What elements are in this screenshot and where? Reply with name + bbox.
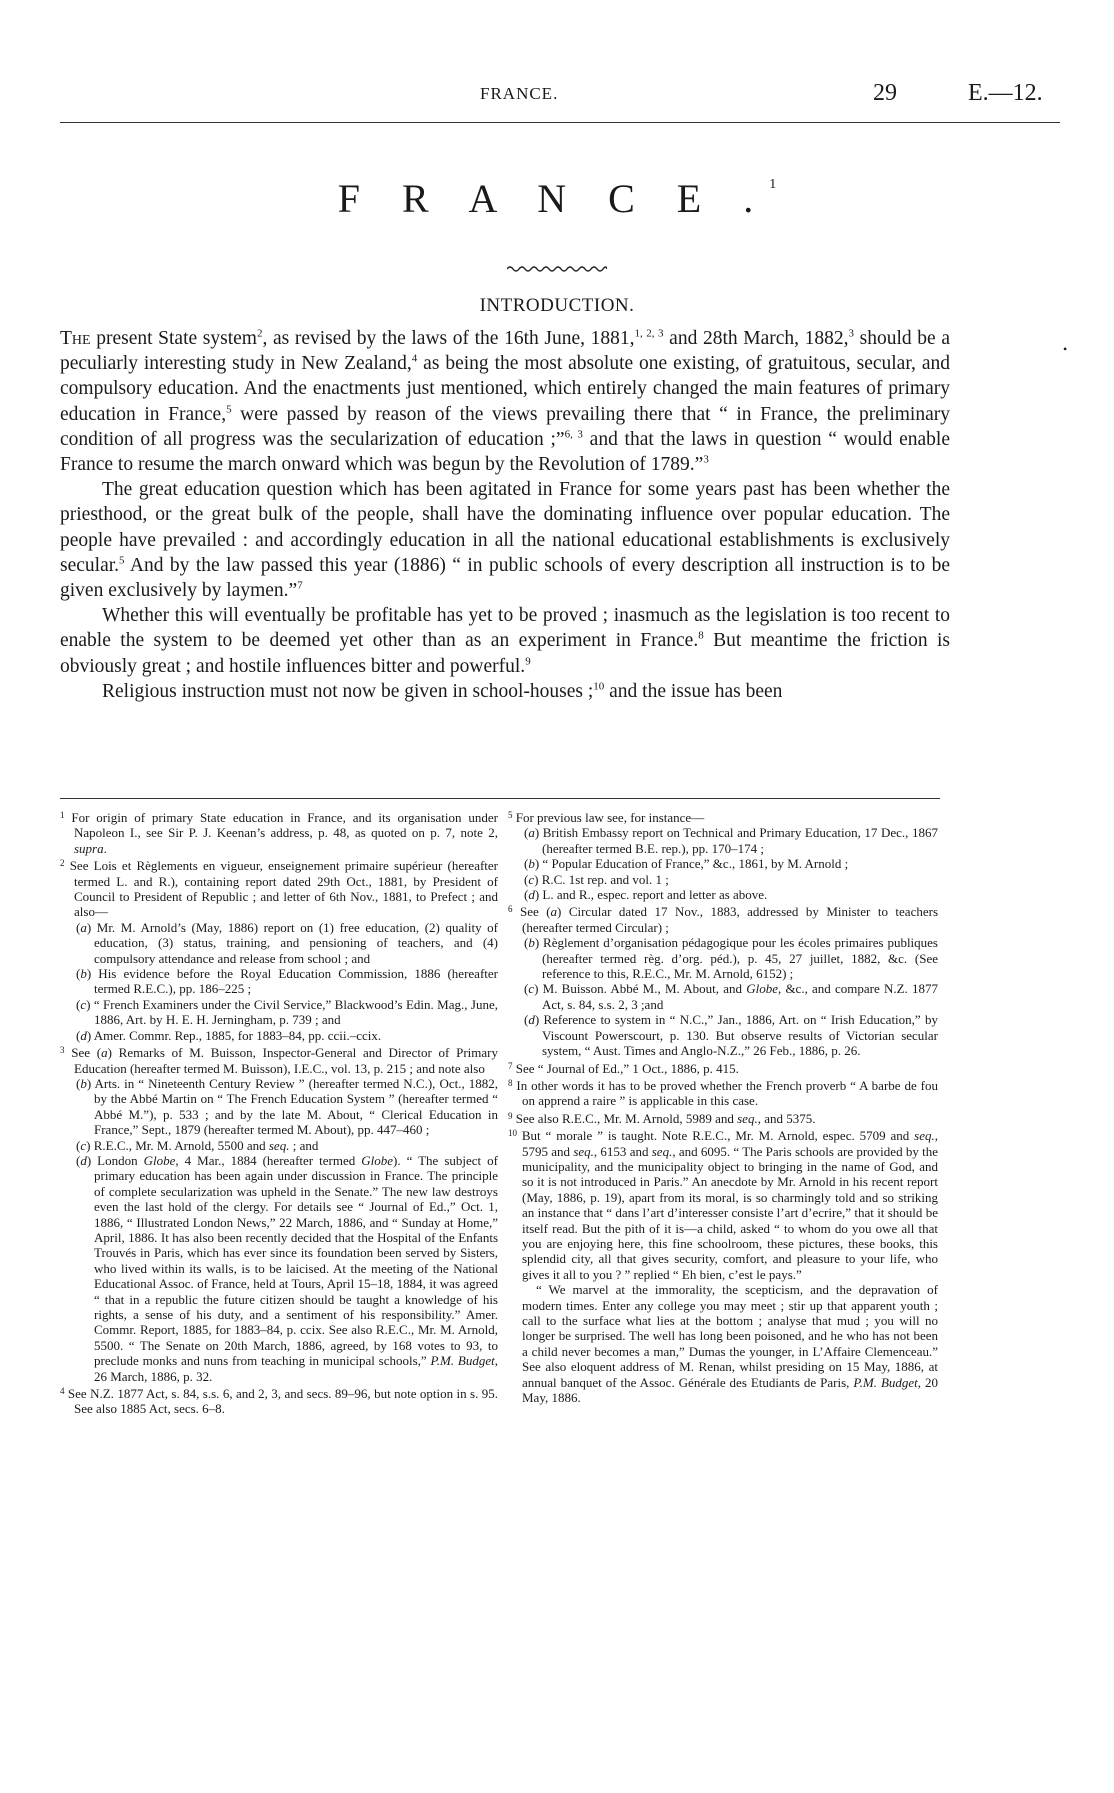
footnote-text-run: ( [524, 1012, 529, 1028]
footnote-text-run: . [103, 840, 107, 856]
footnote-text-run: ( [76, 1152, 81, 1168]
footnote-text-run: ) Arts. in “ Nineteenth Century Review ” (hereafter termed N.C.), Oct., 1882, by the Abbé Martin on “ The French Education System ” (hereafter termed “ Abbé M.”), p. 533 ; and by the late M. About, “ Clerical Education in France,” Sept., 1879 (hereafter termed M. About), pp. 447–460 ; [86, 1075, 498, 1138]
footnote-italic-run: a [528, 825, 535, 841]
footnote-text-run: ) R.E.C., Mr. M. Arnold, 5500 and [86, 1137, 269, 1153]
footnote-text-run: , &c., and compare N.Z. 1877 Act, s. 84, s.s. 2, 3 ;and [542, 981, 939, 1012]
footnote-entry [508, 825, 938, 856]
footnote-text-run: , 20 May, 1886. [522, 1374, 939, 1406]
footnote-text-run: , 6153 and [593, 1143, 652, 1159]
footnote-text-run: , 5795 and [522, 1128, 938, 1159]
footnote-marker: 6 [508, 904, 513, 915]
margin-mark: • [1063, 342, 1068, 356]
title-footnote-marker: 1 [769, 177, 777, 192]
footnote-text-run: ( [524, 825, 529, 841]
footnote-text-run: But “ morale ” is taught. Note R.E.C., Mr. M. Arnold, espec. 5709 and [521, 1128, 915, 1144]
footnote-text-run: ( [76, 1137, 81, 1153]
footnote-marker: 10 [508, 1128, 517, 1139]
footnote-text-run: , 4 Mar., 1884 (hereafter termed [175, 1152, 362, 1168]
footnote-italic-run: seq. [268, 1137, 290, 1153]
footnote-italic-run: b [528, 935, 535, 951]
footnote-reference: 5 [119, 554, 125, 567]
footnote-marker: 8 [508, 1077, 513, 1088]
footnote-entry [60, 1028, 498, 1043]
footnote-marker: 3 [60, 1045, 65, 1056]
footnote-entry [508, 981, 938, 1012]
footnote-entry [60, 1076, 498, 1138]
body-paragraph [60, 679, 950, 704]
footnote-entry [60, 1384, 498, 1417]
footnote-italic-run: d [80, 1027, 87, 1043]
footnote-text-run: ( [524, 887, 529, 903]
footnote-text-run: See N.Z. 1877 Act, s. 84, s.s. 6, and 2, 3, and secs. 89–96, but note option in s. 95. See also 1885 Act, secs. 6–8. [67, 1386, 498, 1417]
footnote-italic-run: a [101, 1045, 108, 1061]
footnotes-right-column [508, 808, 938, 1405]
footnote-italic-run: b [80, 1075, 87, 1091]
body-text-run: But meantime the friction is obviously great ; and hostile influences bitter and powerful. [60, 630, 950, 677]
footnote-text-run: ( [76, 1075, 81, 1091]
body-text-run: The great education question which has been agitated in France for some years past has been whether the priesthood, or the great bulk of the people, shall have the dominating influence over popular education. The people have prevailed : and accordingly education in all the national educational establishments is exclusively secular. [60, 479, 950, 576]
footnote-reference: 6, 3 [564, 428, 583, 441]
footnote-italic-run: seq. [914, 1128, 935, 1144]
footnote-text-run: See ( [71, 1045, 102, 1061]
body-paragraph [60, 603, 950, 679]
footnote-entry [508, 1282, 938, 1405]
section-heading: INTRODUCTION. [479, 295, 635, 316]
body-text-run: , as revised by the laws of the 16th June, 1881, [262, 328, 635, 349]
header-page-number: 29 [873, 80, 897, 106]
footnote-entry [508, 872, 938, 887]
footnote-text-run: For origin of primary State education in France, and its organisation under Napoleon I., see Sir P. J. Keenan’s address, p. 48, as quoted on p. 7, note 2, [71, 810, 498, 841]
footnote-reference: 1, 2, 3 [634, 327, 664, 340]
footnote-text-run: ). “ The subject of primary education has been again under discussion in France. The principle of complete secularization was upheld in the Senate.” The new law destroys even the last hold of the clergy. For details see “ Journal of Ed.,” Oct. 1, 1886, “ Illustrated London News,” 22 March, 1886, and “ Sunday at Home,” April, 1886. It has also been recently decided that the Hospital of the Enfants Trouvés in Paris, which has ever since its foundation been served by Sisters, who lived within its walls, is to be laicised. At the meeting of the National Educational Assoc. of France, held at Tours, April 15–18, 1884, it was agreed “ that in a republic the future citizen should be taught a knowledge of his rights, a sense of his duty, and a sentiment of his responsibility.” Amer. Commr. Report, 1885, for 1883–84, p. ccix. See also R.E.C., Mr. M. Arnold, 5500. “ The Senate on 20th March, 1886, agreed, by 168 votes to 93, to preclude monks and nuns from teaching in municipal schools,” [94, 1152, 498, 1369]
footnote-marker: 2 [60, 858, 65, 869]
footnote-text-run: ( [524, 981, 529, 997]
footnote-text-run: ) London [86, 1152, 144, 1168]
footnote-text-run: ( [524, 871, 529, 887]
footnote-italic-run: b [80, 966, 87, 982]
footnote-text-run: ) Mr. M. Arnold’s (May, 1886) report on (1) free education, (2) quality of education, (3) status, training, and pensioning of teachers, and (4) compulsory attendance and release from school ; and [86, 919, 498, 966]
footnote-italic-run: d [80, 1152, 87, 1168]
footnote-text-run: “ We marvel at the immorality, the scepticism, and the depravation of modern times. Enter any college you may meet ; stir up that apparent youth ; call to the surface what lies at the bottom ; analyse that mud ; you will no longer be surprised. The well has long been poisoned, and he who has not been a child never becomes a man,” Dumas the younger, in L’Affaire Clemenceau.” See also eloquent address of M. Renan, whilst presiding on 15 May, 1886, at annual banquet of the Assoc. Générale des Etudiants de Paris, [522, 1282, 938, 1390]
footnote-text-run: ) L. and R., espec. report and letter as above. [534, 887, 768, 903]
footnote-text-run: ( [76, 919, 81, 935]
body-text-run: Religious instruction must not now be given in school-houses ; [102, 680, 594, 702]
body-paragraph [60, 477, 950, 603]
footnote-entry [60, 856, 498, 920]
footnote-italic-run: c [528, 981, 535, 997]
footnote-entry [508, 1109, 938, 1126]
footnote-italic-run: c [528, 871, 535, 887]
footnote-reference: 10 [593, 680, 605, 693]
footnote-text-run: ( [76, 996, 81, 1012]
footnote-rule [60, 798, 940, 799]
footnote-reference: 9 [525, 655, 531, 668]
footnote-italic-run: Globe [143, 1152, 176, 1168]
body-text-run: And by the law passed this year (1886) “ in public schools of every description all instruction is to be given exclusively by laymen.” [60, 554, 950, 602]
footnote-entry [508, 1126, 938, 1282]
footnote-marker: 1 [60, 810, 65, 820]
footnote-text-run: ) M. Buisson. Abbé M., M. About, and [534, 981, 747, 997]
header-rule [60, 122, 1060, 123]
footnote-text-run: , 26 March, 1886, p. 32. [94, 1353, 498, 1384]
footnote-entry [508, 1012, 938, 1058]
header-section-title: FRANCE. [480, 84, 559, 103]
footnote-reference: 2 [256, 327, 263, 340]
footnote-reference: 3 [848, 327, 855, 340]
footnotes-left-column [60, 808, 498, 1417]
footnote-italic-run: P.M. Budget [430, 1353, 495, 1369]
footnote-text-run: ) Amer. Commr. Rep., 1885, for 1883–84, pp. ccii.–ccix. [86, 1027, 382, 1043]
footnote-italic-run: c [80, 1137, 87, 1153]
footnote-entry [508, 856, 938, 871]
footnote-text-run: ( [76, 1027, 81, 1043]
footnote-italic-run: seq. [651, 1143, 673, 1159]
footnote-entry [508, 887, 938, 902]
page-title-text: F R A N C E . [337, 176, 770, 221]
footnote-reference: 7 [297, 579, 303, 592]
footnote-entry [60, 808, 498, 856]
footnote-text-run: See “ Journal of Ed.,” 1 Oct., 1886, p. 415. [515, 1060, 739, 1076]
footnote-italic-run: seq. [737, 1110, 758, 1126]
footnote-text-run: ) British Embassy report on Technical and Primary Education, 17 Dec., 1867 (hereafter termed B.E. rep.), pp. 170–174 ; [534, 825, 938, 856]
page-title [0, 175, 1114, 222]
footnote-text-run: In other words it has to be proved whether the French proverb “ A barbe de fou on apprend a raire ” is applicable in this case. [516, 1077, 938, 1109]
footnote-reference: 5 [226, 403, 232, 416]
paragraph-lead-word: The [60, 328, 91, 349]
footnote-entry [508, 935, 938, 981]
footnote-text-run: ) “ Popular Education of France,” &c., 1861, by M. Arnold ; [534, 856, 849, 872]
body-text-run: Whether this will eventually be profitable has yet to be proved ; inasmuch as the legislation is too recent to enable the system to be deemed yet other than as an experiment in France. [60, 605, 950, 652]
body-text-run: and 28th March, 1882, [663, 328, 849, 349]
footnote-italic-run: supra [74, 840, 104, 856]
footnote-italic-run: c [80, 996, 87, 1012]
header-document-reference: E.—12. [968, 80, 1043, 106]
footnote-reference: 8 [698, 629, 704, 642]
footnote-marker: 5 [508, 810, 513, 820]
footnote-italic-run: Globe [361, 1152, 393, 1168]
footnote-italic-run: a [80, 919, 87, 935]
footnote-entry [60, 966, 498, 997]
footnote-text-run: ) His evidence before the Royal Education Commission, 1886 (hereafter termed R.E.C.), pp. 186–225 ; [86, 966, 498, 997]
footnote-italic-run: a [550, 904, 558, 920]
footnote-text-run: For previous law see, for instance— [515, 810, 705, 825]
body-text-run: and that the laws in question “ would enable France to resume the march onward which was begun by the Revolution of 1789.” [60, 428, 950, 476]
footnote-text-run: ( [524, 856, 529, 872]
body-text [60, 326, 950, 704]
footnote-italic-run: seq. [573, 1143, 594, 1159]
footnote-text-run: ) “ French Examiners under the Civil Service,” Blackwood’s Edin. Mag., June, 1886, Art. by H. E. H. Jerningham, p. 739 ; and [86, 996, 498, 1028]
footnote-text-run: ) Circular dated 17 Nov., 1883, addressed by Minister to teachers (hereafter termed Circular) ; [522, 904, 938, 935]
footnote-marker: 9 [508, 1110, 513, 1121]
footnote-entry [508, 1076, 938, 1109]
body-paragraph [60, 326, 950, 477]
footnote-text-run: See also R.E.C., Mr. M. Arnold, 5989 and [515, 1110, 738, 1126]
footnote-italic-run: d [528, 887, 535, 903]
footnote-entry [60, 1138, 498, 1153]
footnote-entry [508, 808, 938, 825]
footnote-marker: 7 [508, 1060, 513, 1071]
footnote-entry [60, 997, 498, 1028]
footnote-italic-run: b [528, 856, 535, 872]
body-text-run: as being the most absolute one existing, of gratuitous, secular, and compulsory education. And the enactments just mentioned, which entirely changed the main features of primary education in France, [60, 353, 950, 425]
footnote-italic-run: d [528, 1012, 535, 1028]
footnote-text-run: ( [76, 966, 81, 982]
running-header [60, 80, 1060, 114]
wavy-rule-ornament [507, 264, 607, 274]
footnote-entry [508, 1059, 938, 1076]
footnote-text-run: , and 5375. [757, 1110, 816, 1126]
footnote-marker: 4 [60, 1386, 65, 1397]
body-text-run: should be a peculiarly interesting study in New Zealand, [60, 328, 950, 375]
footnote-reference: 4 [411, 352, 418, 365]
body-text-run: and the issue has been [604, 680, 783, 702]
footnote-reference: 3 [703, 453, 709, 466]
body-text-run: present State system [90, 328, 257, 349]
footnote-text-run: , and 6095. “ The Paris schools are provided by the municipality, and the municipality object to bringing in the name of God, and so it is not introduced in Paris.” An anecdote by Mr. Arnold in his recent report (May, 1886, p. 19), apart from its moral, is so charmingly told and so striking an instance that “ dans l’art d’interesser consiste l’art d’ecrire,” that it should be itself read. But the pith of it is—a child, asked “ to whom do you owe all that you are enjoying here, this fine schoolroom, these pictures, these books, this splendid city, all that gives security, comfort, and pleasure to your life, who gives it all to you ? ” replied “ Eh bien, c’est le pays.” [522, 1143, 938, 1282]
footnote-entry [60, 920, 498, 966]
footnote-text-run: ) R.C. 1st rep. and vol. 1 ; [534, 871, 669, 887]
footnote-text-run: See ( [519, 904, 551, 920]
footnote-entry [60, 1153, 498, 1384]
body-text-run: were passed by reason of the views prevailing there that “ in France, the preliminary condition of all progress was the secularization of education ;” [60, 403, 950, 450]
footnote-text-run: See Lois et Règlements en vigueur, enseignement primaire supérieur (hereafter termed L. and R.), containing report dated 29th Oct., 1881, by President of Council to President of Republic ; and letter of 6th Nov., 1881, to Prefect ; and also— [69, 858, 498, 920]
footnote-entry [60, 1043, 498, 1076]
footnote-text-run: ; and [289, 1137, 319, 1153]
footnote-text-run: ) Reference to system in “ N.C.,” Jan., 1886, Art. on “ Irish Education,” by Viscount Powerscourt, p. 130. But observe results of Victorian secular system, “ Aust. Times and Anglo-N.Z.,” 26 Feb., 1886, p. 26. [534, 1012, 938, 1059]
footnote-entry [508, 902, 938, 935]
footnote-italic-run: P.M. Budget [853, 1374, 918, 1390]
footnote-text-run: ) Remarks of M. Buisson, Inspector-General and Director of Primary Education (hereafter termed M. Buisson), I.E.C., vol. 13, p. 215 ; and note also [74, 1045, 498, 1076]
footnote-text-run: ) Règlement d’organisation pédagogique pour les écoles primaires publiques (hereafter termed règ. d’org. péd.), p. 45, 27 juillet, 1882, &c. (See reference to this, R.E.C., Mr. M. Arnold, 6152) ; [534, 935, 938, 982]
footnote-italic-run: Globe [746, 981, 778, 997]
footnote-text-run: ( [524, 935, 529, 951]
